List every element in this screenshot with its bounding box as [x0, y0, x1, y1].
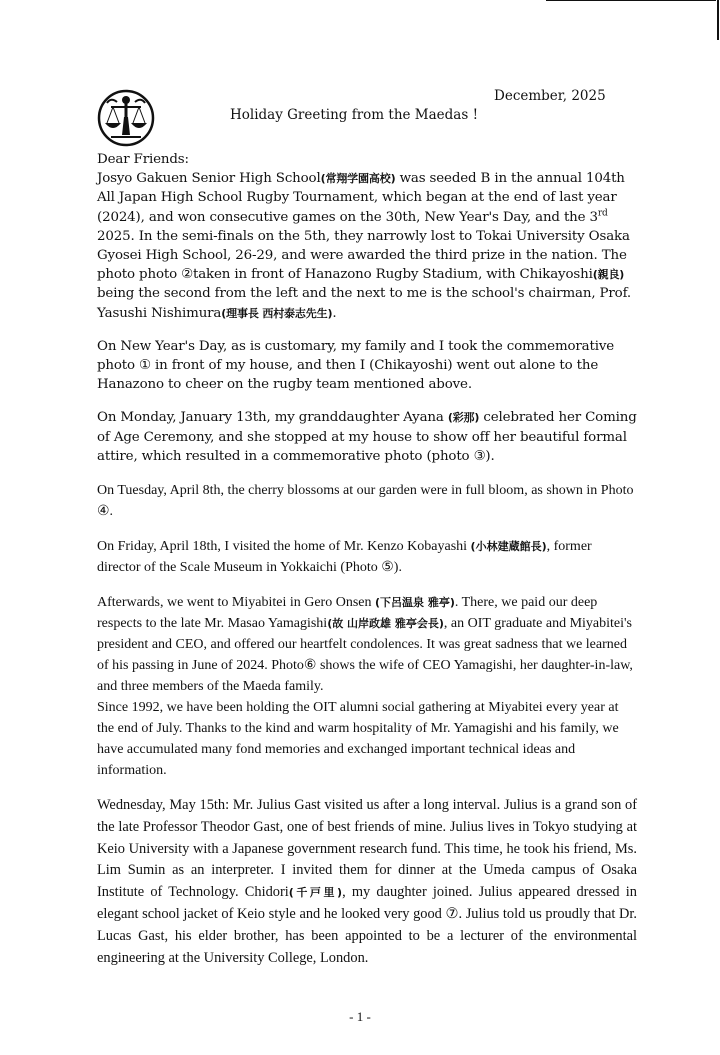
letter-title: Holiday Greeting from the Maedas !	[230, 107, 478, 123]
japanese-name: (故 山岸政雄 雅亭会長)	[327, 617, 444, 631]
paragraph-julius-gast	[97, 795, 637, 969]
paragraph-text: On Tuesday, April 8th, the cherry blossoms at our garden were in full bloom, as shown in Photo ④.	[97, 483, 634, 520]
japanese-name: (理事長 西村泰志先生)	[221, 306, 333, 320]
page-number: - 1 -	[349, 1009, 371, 1025]
paragraph-kobayashi	[97, 536, 637, 578]
text: celebrated her Coming of Age Ceremony, and she stopped at my house to show off her beautiful formal attire, which resulted in a commemorative photo (photo ③).	[97, 410, 637, 464]
scales-emblem-icon	[97, 89, 155, 147]
text: Afterwards, we went to Miyabitei in Gero Onsen	[97, 595, 375, 611]
paragraph-text: On New Year's Day, as is customary, my family and I took the commemorative photo ① in front of my house, and then I (Chikayoshi) went out alone to the Hanazono to cheer on the rugby team mentioned above.	[97, 338, 615, 393]
paragraph-text	[97, 408, 637, 466]
letter-date: December, 2025	[494, 88, 606, 104]
paragraph-cherry-blossoms	[97, 480, 637, 522]
japanese-name: (下呂温泉 雅亭)	[374, 596, 455, 610]
text: . There, we paid our deep respects to the late Mr. Masao Yamagishi	[97, 595, 598, 632]
letter-header	[0, 88, 720, 150]
salutation: Dear Friends:	[97, 152, 189, 167]
japanese-name: (親良)	[592, 268, 625, 282]
text: , my daughter joined. Julius appeared dressed in elegant school jacket of Keio style and he looked very good ⑦. Julius told us proudly that Dr. Lucas Gast, his elder brother, has been appointed to be a lecturer of the environmental engineering at the University College, London.	[97, 884, 637, 966]
japanese-name: (常翔学園高校)	[320, 172, 396, 186]
paragraph-miyabitei	[97, 592, 637, 781]
text: , an OIT graduate and Miyabitei's president and CEO, and offered our heartfelt condolences. It was great sadness that we learned of his passing in June of 2024. Photo⑥ shows the wife of CEO Yamagishi, her daughter-in-law, and three members of the Maeda family.	[97, 616, 633, 695]
paragraph-text	[97, 795, 637, 969]
paragraph-alumni: Since 1992, we have been holding the OIT alumni social gathering at Miyabitei every year at the end of July. Thanks to the kind and warm hospitality of Mr. Yamagishi and his family, we have accumulated many fond memories and exchanged important technical ideas and information.	[97, 700, 619, 779]
paragraph-rugby	[97, 169, 637, 323]
text: 2025. In the semi-finals on the 5th, they narrowly lost to Tokai University Osaka Gyosei High School, 26-29, and were awarded the third prize in the nation. The photo photo ②taken in front of Hanazono Rugby Stadium, with Chikayoshi	[97, 228, 630, 283]
text: Josyo Gakuen Senior High School	[97, 171, 321, 187]
superscript: rd	[597, 208, 608, 219]
scan-edge-artifact	[717, 0, 719, 40]
text: .	[332, 305, 337, 321]
japanese-name: (千戸里)	[288, 886, 343, 900]
text: On Friday, April 18th, I visited the home of Mr. Kenzo Kobayashi	[97, 539, 471, 555]
text: was seeded B in the annual 104th All Japan High School Rugby Tournament, which began at the end of last year (2024), and won consecutive games on the 30th, New Year's Day, and the 3	[97, 171, 625, 225]
scan-edge-artifact	[546, 0, 716, 1]
text: Wednesday, May 15th: Mr. Julius Gast visited us after a long interval. Julius is a grand son of the late Professor Theodor Gast, one of best friends of mine. Julius lives in Tokyo studying at Keio University with a Japanese government research fund. This time, he took his friend, Ms. Lim Sumin as an interpreter. I invited them for dinner at the Umeda campus of Osaka Institute of Technology. Chidori	[97, 797, 637, 901]
paragraph-new-year	[97, 337, 637, 395]
paragraph-text	[97, 536, 637, 578]
text: , former director of the Scale Museum in Yokkaichi (Photo ⑤).	[97, 539, 592, 576]
text: being the second from the left and the next to me is the school's chairman, Prof. Yasushi Nishimura	[97, 286, 632, 321]
japanese-name: (小林建蔵館長)	[470, 540, 547, 554]
paragraph-text	[97, 592, 637, 697]
paragraph-intro	[97, 150, 637, 323]
paragraph-coming-of-age	[97, 408, 637, 466]
text: On Monday, January 13th, my granddaughter Ayana	[97, 410, 448, 426]
japanese-name: (彩那)	[447, 411, 480, 425]
